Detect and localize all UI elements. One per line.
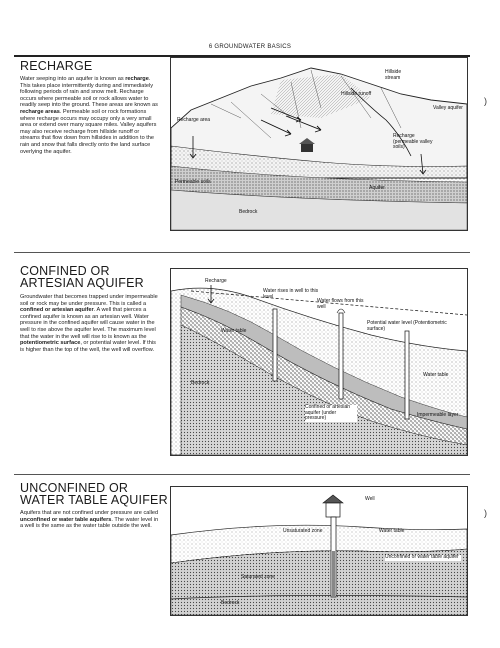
confined-title <box>20 265 170 289</box>
label-unconfined-aquifer: Unconfined or water table aquifer <box>385 555 461 561</box>
unconfined-diagram <box>170 486 468 616</box>
well-water <box>332 551 335 597</box>
unconfined-paragraph <box>20 510 160 530</box>
key-term: recharge <box>125 76 149 82</box>
label-water-flows: Water flows from this well <box>317 298 364 310</box>
confined-title-line: CONFINED OR <box>20 264 110 278</box>
recharge-title-line: RECHARGE <box>20 59 93 73</box>
paragraph-run: . The water level in a well is the same as the water table outside the well. <box>20 516 159 530</box>
label-impermeable-layer: Impermeable layer <box>417 412 459 418</box>
label-hillside-runoff: Hillside runoff <box>341 91 372 97</box>
label-recharge: Recharge <box>205 278 227 284</box>
paragraph-run: . This takes place intermittently during and immediately following periods of rain and snow melt. Recharge occurs where permeable soil or rock allows water to readily seep into the ground. These areas are known as <box>20 76 158 109</box>
label-recharge-permeable: Recharge (permeable valley soils) <box>393 133 433 151</box>
paragraph-run: , or potential water level. If this is higher than the top of the well, the well will overflow. <box>20 340 156 353</box>
unconfined-title-line: WATER TABLE AQUIFER <box>20 493 168 507</box>
label-saturated-zone: Saturated zone <box>241 574 275 580</box>
confined-paragraph <box>20 294 160 353</box>
key-term: unconfined or water table aquifers <box>20 516 112 523</box>
confined-diagram-art <box>171 269 467 455</box>
flowing-well <box>339 313 343 399</box>
label-permeable-soils: Permeable soils <box>175 179 211 185</box>
artesian-well-left <box>273 309 277 381</box>
well-house-roof <box>323 495 343 503</box>
section-rule <box>14 252 470 253</box>
label-aquifer: Aquifer <box>369 185 385 191</box>
label-water-table: Water table <box>379 528 405 534</box>
unconfined-title-line: UNCONFINED OR <box>20 481 129 495</box>
farm-building <box>301 144 313 152</box>
unconfined-diagram-art <box>171 487 467 615</box>
label-hillside-stream: Hillside stream <box>385 69 402 81</box>
confined-title-line: ARTESIAN AQUIFER <box>20 276 144 290</box>
artesian-well-right <box>405 331 409 419</box>
paragraph-run: . Permeable soil or rock formations where recharge occurs may occupy only a very small area or extend over many square miles. Valley aquifers may also receive recharge from hillside runoff or streams that flow down from hillsides in addition to the rain and snow that falls directly onto the land surface overlying the aquifer. <box>20 108 157 155</box>
paragraph-run: Aquifers that are not confined under pressure are called <box>20 510 159 516</box>
confined-diagram <box>170 268 468 456</box>
scan-edge-mark: ) <box>484 96 487 106</box>
scan-edge-mark: ) <box>484 508 487 518</box>
page-header: 6 GROUNDWATER BASICS <box>208 44 292 50</box>
key-term: recharge areas <box>20 108 60 115</box>
unconfined-title <box>20 482 170 506</box>
recharge-paragraph <box>20 76 160 155</box>
paragraph-run: Groundwater that becomes trapped under impermeable soil or rock may be under pressure. This is called a <box>20 294 158 307</box>
label-bedrock: Bedrock <box>191 380 210 386</box>
well-house <box>326 503 340 517</box>
section-rule <box>14 474 470 475</box>
recharge-diagram <box>170 57 468 231</box>
key-term: potentiometric surface <box>20 340 81 347</box>
label-water-table-right: Water table <box>423 372 449 378</box>
label-bedrock: Bedrock <box>239 209 258 215</box>
paragraph-run: Water seeping into an aquifer is known as <box>20 76 126 82</box>
label-unsaturated-zone: Unsaturated zone <box>283 528 323 534</box>
label-bedrock: Bedrock <box>221 600 240 606</box>
label-water-table-left: Water table <box>221 328 247 334</box>
recharge-title <box>20 60 170 72</box>
label-valley-aquifer: Valley aquifer <box>433 105 463 111</box>
key-term: confined or artesian aquifer <box>20 307 94 314</box>
label-confined-aquifer: Confined or artesian aquifer (under pressure) <box>305 405 357 422</box>
label-potential-level: Potential water level (Potentiometric surface) <box>367 320 447 332</box>
label-recharge-area: Recharge area <box>177 117 211 123</box>
label-water-rises: Water rises in well to this level <box>263 288 319 300</box>
paragraph-run: . A well that pierces a confined aquifer is known as an artesian well. Water pressure in the confined aquifer will cause water in the well to rise above the aquifer level. The maximum level that the water in the well will rise to is known as the <box>20 307 156 340</box>
label-well: Well <box>365 496 375 502</box>
